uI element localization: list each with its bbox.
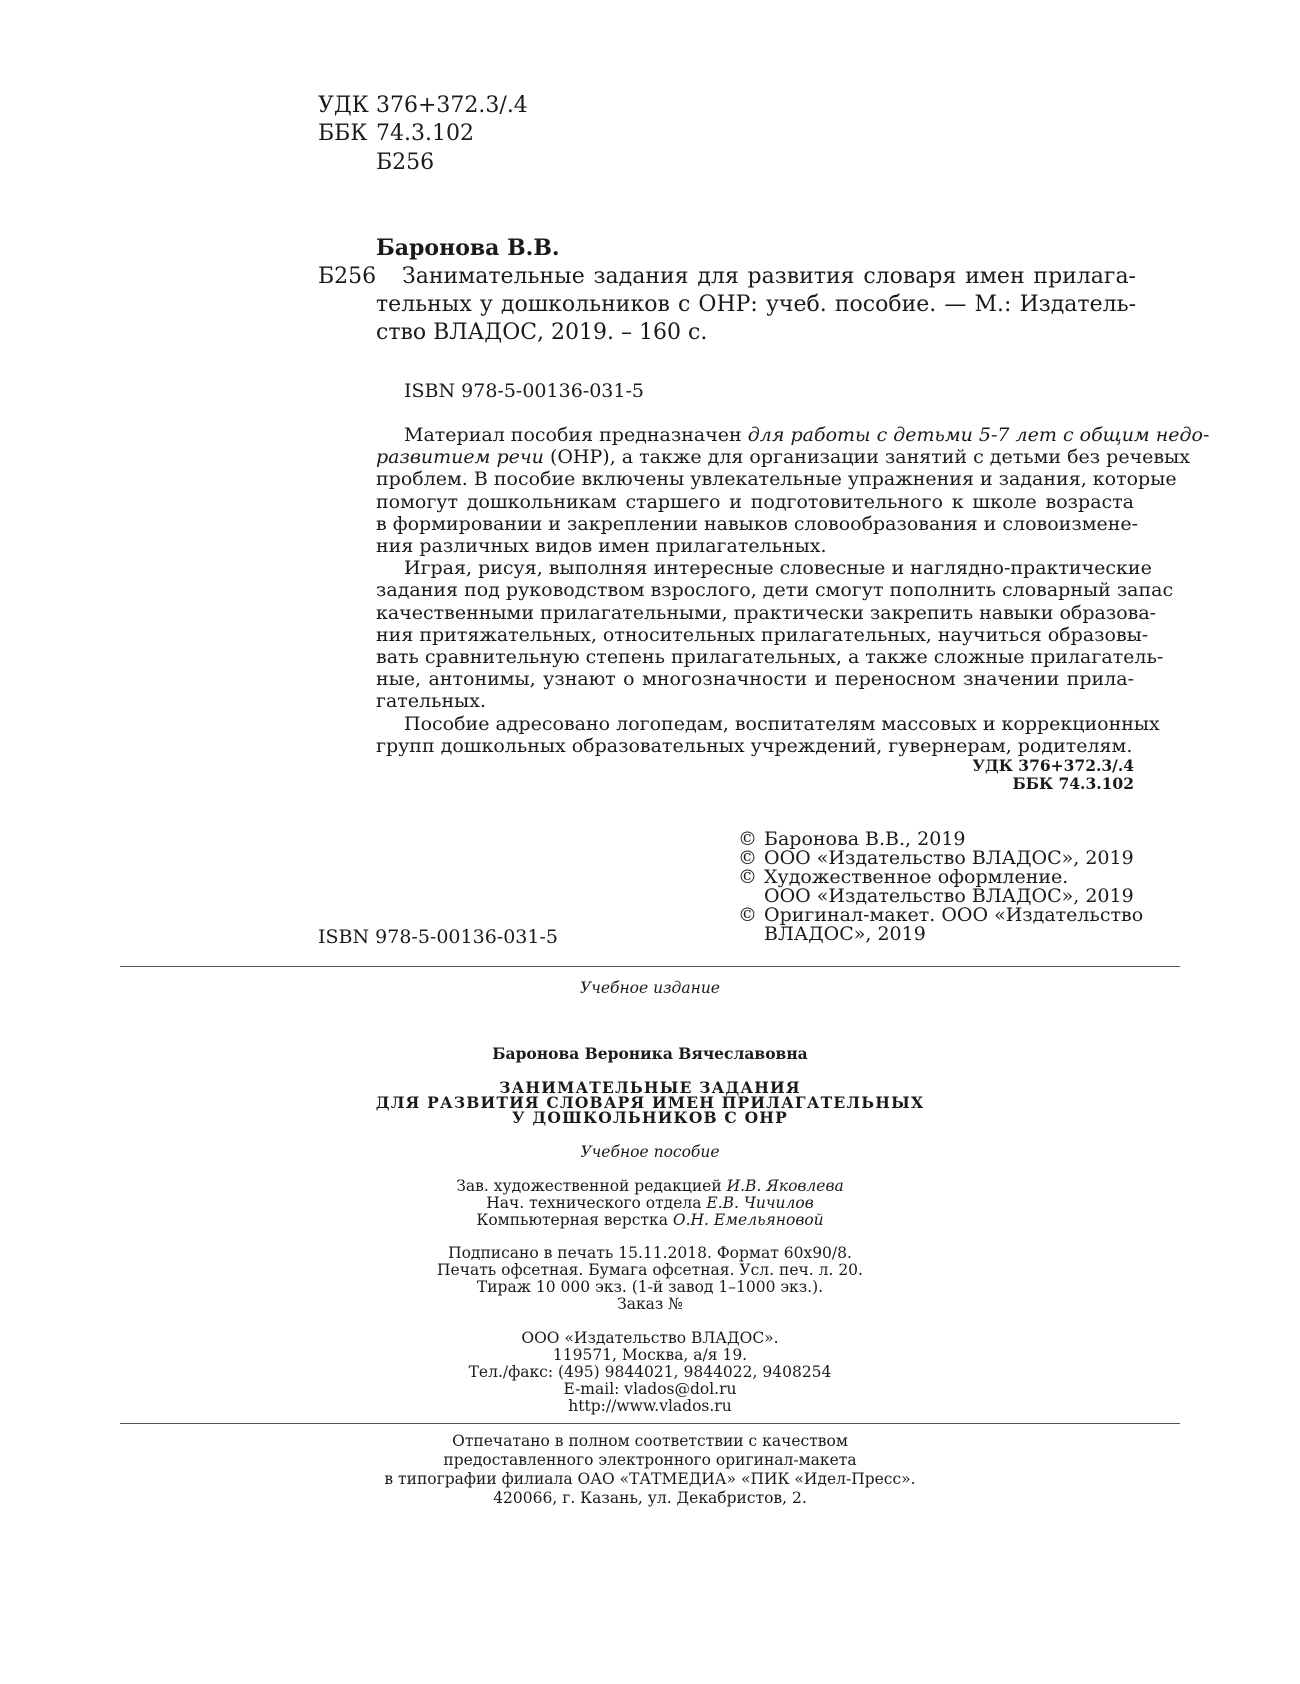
annotation-line: гательных. [376,690,486,713]
bibliography-title-line: Занимательные задания для развития словаря имен прилага- [402,264,1136,289]
author-mark: Б256 [376,150,435,175]
copyright-entry: © Оригинал-макет. ООО «Издательство ВЛАДОС», 2019 [738,904,1144,945]
copyright-isbn: ISBN 978-5-00136-031-5 [318,926,558,948]
publisher-line: ООО «Издательство ВЛАДОС». [521,1329,779,1347]
udk-line [318,92,528,120]
bibliography-title-line: ство ВЛАДОС, 2019. – 160 с. [376,320,708,345]
annotation-line: задания под руководством взрослого, дети смогут пополнить словарный запас [376,579,1174,602]
bbk-value: 74.3.102 [376,121,474,146]
imprint-subtitle: Учебное пособие [580,1143,720,1161]
copyright-icon: © [738,847,757,869]
annotation-line: качественными прилагательными, практически закрепить навыки образова- [376,601,1157,624]
print-info-line: Заказ № [617,1295,683,1313]
imprint-title-line: ДЛЯ РАЗВИТИЯ СЛОВАРЯ ИМЕН ПРИЛАГАТЕЛЬНЫХ [375,1093,925,1112]
annotation-udk: УДК 376+372.3/.4 [972,756,1134,775]
annotation-line: ния различных видов имен прилагательных. [376,535,827,558]
imprint-printer [120,1432,1180,1508]
divider-bottom [120,1423,1180,1424]
publisher-line: 119571, Москва, а/я 19. [552,1346,748,1364]
divider-top [120,966,1180,967]
annotation [376,424,1210,757]
imprint-print-info [120,1245,1180,1313]
printer-line: Отпечатано в полном соответствии с качеством [452,1432,848,1450]
copyright-entry: © Баронова В.В., 2019 [738,828,966,850]
staff-line: Нач. технического отдела Е.В. Чичилов [486,1194,814,1212]
imprint-publisher [120,1330,1180,1415]
imprint-title-line: ЗАНИМАТЕЛЬНЫЕ ЗАДАНИЯ [499,1078,801,1097]
printer-line: в типографии филиала ОАО «ТАТМЕДИА» «ПИК «Идел-Пресс». [384,1470,916,1488]
annotation-line: Пособие адресовано логопедам, воспитателям массовых и коррекционных [404,712,1160,735]
edition-type: Учебное издание [580,979,720,997]
author-heading: Баронова В.В. [376,235,560,261]
annotation-line: помогут дошкольникам старшего и подготовительного к школе возраста [376,490,1134,513]
publisher-email: E-mail: vlados@dol.ru [563,1380,737,1398]
staff-line: Компьютерная верстка О.Н. Емельяновой [476,1211,824,1229]
publisher-website: http://www.vlados.ru [568,1397,732,1415]
print-info-line: Печать офсетная. Бумага офсетная. Усл. печ. л. 20. [437,1261,863,1279]
imprint-author: Баронова Вероника Вячеславовна [492,1044,808,1063]
copyright-icon: © [738,828,757,850]
bbk-line [318,120,474,148]
udk-label: УДК [318,93,369,118]
bibliography-isbn: ISBN 978-5-00136-031-5 [404,380,644,402]
staff-line: Зав. художественной редакцией И.В. Яковлева [456,1177,844,1195]
bbk-label: ББК [318,121,368,146]
print-info-line: Подписано в печать 15.11.2018. Формат 60х90/8. [448,1244,852,1262]
bibliography-title [376,263,1136,347]
copyright-icon: © [738,866,757,888]
printer-line: 420066, г. Казань, ул. Декабристов, 2. [493,1489,807,1507]
print-info-line: Тираж 10 000 экз. (1-й завод 1–1000 экз.). [476,1278,824,1296]
publisher-line: Тел./факс: (495) 9844021, 9844022, 9408254 [468,1363,832,1381]
annotation-line: ные, антонимы, узнают о многозначности и переносном значении прила- [376,668,1134,691]
annotation-line: Играя, рисуя, выполняя интересные словесные и наглядно-практические [404,557,1152,580]
copyright-entry: © Художественное оформление. ООО «Издательство ВЛАДОС», 2019 [738,866,1134,907]
annotation-line: вать сравнительную степень прилагательных, а также сложные прилагатель- [376,646,1164,669]
imprint-title [120,1080,1180,1125]
bibliography-mark: Б256 [318,264,377,289]
udk-value: 376+372.3/.4 [376,93,528,118]
copyright-icon: © [738,904,757,926]
copyright-block [738,830,1143,944]
annotation-line: развитием речи (ОНР), а также для организации занятий с детьми без речевых [376,446,1190,469]
annotation-line: групп дошкольных образовательных учреждений, гувернерам, родителям. [376,734,1133,757]
bibliography-title-line: тельных у дошкольников с ОНР: учеб. пособие. — М.: Издатель- [376,292,1136,317]
annotation-line: в формировании и закреплении навыков словообразования и словоизмене- [376,512,1139,535]
annotation-line: проблем. В пособие включены увлекательные упражнения и задания, которые [376,468,1177,491]
imprint-title-line: У ДОШКОЛЬНИКОВ С ОНР [512,1108,788,1127]
imprint-staff [120,1178,1180,1229]
annotation-line: ния притяжательных, относительных прилагательных, научиться образовы- [376,623,1149,646]
printer-line: предоставленного электронного оригинал-макета [443,1451,857,1469]
annotation-bbk: ББК 74.3.102 [1012,774,1134,793]
annotation-line: Материал пособия предназначен для работы с детьми 5-7 лет с общим недо- [404,424,1210,446]
copyright-entry: © ООО «Издательство ВЛАДОС», 2019 [738,847,1134,869]
